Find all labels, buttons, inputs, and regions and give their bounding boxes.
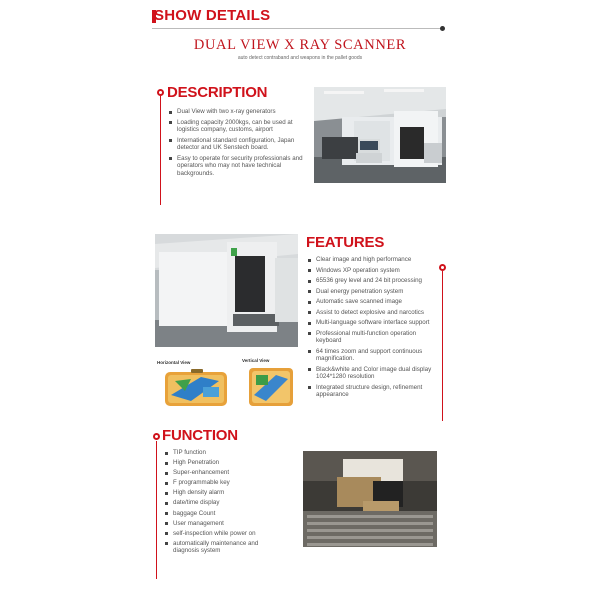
list-item: Multi-language software interface support — [308, 319, 442, 327]
description-timeline-marker — [157, 89, 164, 96]
function-timeline-line — [156, 441, 157, 579]
section-header-title: SHOW DETAILS — [154, 7, 271, 24]
list-item: High density alarm — [165, 489, 285, 497]
features-list — [308, 256, 442, 402]
list-item: 65536 grey level and 24 bit processing — [308, 277, 442, 285]
description-timeline-line — [160, 95, 161, 205]
description-list — [169, 108, 309, 180]
list-item: TIP function — [165, 449, 285, 457]
list-item: Black&white and Color image dual display 1024*1280 resolution — [308, 366, 442, 381]
list-item: User management — [165, 520, 285, 528]
list-item: Super-enhancement — [165, 469, 285, 477]
list-item: F programmable key — [165, 479, 285, 487]
list-item: High Penetration — [165, 459, 285, 467]
description-heading: DESCRIPTION — [167, 84, 268, 101]
features-heading: FEATURES — [306, 234, 385, 251]
list-item: self-inspection while power on — [165, 530, 285, 538]
list-item: date/time display — [165, 499, 285, 507]
list-item: International standard configuration, Japan detector and UK Senstech board. — [169, 137, 309, 152]
scanner-machine-photo — [155, 234, 298, 347]
function-timeline-marker — [153, 433, 160, 440]
vertical-view-xray-image — [246, 365, 296, 409]
horizontal-view-caption: Horizontal View — [157, 360, 191, 365]
list-item: automatically maintenance and diagnosis system — [165, 540, 285, 555]
product-subtitle: auto detect contraband and weapons in the pallet goods — [237, 55, 363, 61]
list-item: Clear image and high performance — [308, 256, 442, 264]
list-item: Integrated structure design, refinement appearance — [308, 384, 442, 399]
list-item: Windows XP operation system — [308, 267, 442, 275]
header-divider — [152, 28, 442, 29]
list-item: Easy to operate for security professionals and operators who may not have technical backgrounds. — [169, 155, 309, 178]
list-item: Dual energy penetration system — [308, 288, 442, 296]
list-item: baggage Count — [165, 510, 285, 518]
function-list — [165, 449, 285, 557]
list-item: Assist to detect explosive and narcotics — [308, 309, 442, 317]
product-title: DUAL VIEW X RAY SCANNER — [193, 37, 407, 53]
list-item: Automatic save scanned image — [308, 298, 442, 306]
list-item: Professional multi-function operation keyboard — [308, 330, 442, 345]
header-divider-dot — [440, 26, 445, 31]
features-timeline-line — [442, 271, 443, 421]
list-item: Dual View with two x-ray generators — [169, 108, 309, 116]
scanner-warehouse-photo — [314, 87, 446, 183]
list-item: 64 times zoom and support continuous magnification. — [308, 348, 442, 363]
horizontal-view-xray-image — [161, 367, 231, 410]
function-heading: FUNCTION — [162, 427, 238, 444]
vertical-view-caption: Vertical View — [242, 358, 270, 363]
list-item: Loading capacity 2000kgs, can be used at logistics company, customs, airport — [169, 119, 309, 134]
conveyor-cargo-photo — [303, 451, 437, 547]
